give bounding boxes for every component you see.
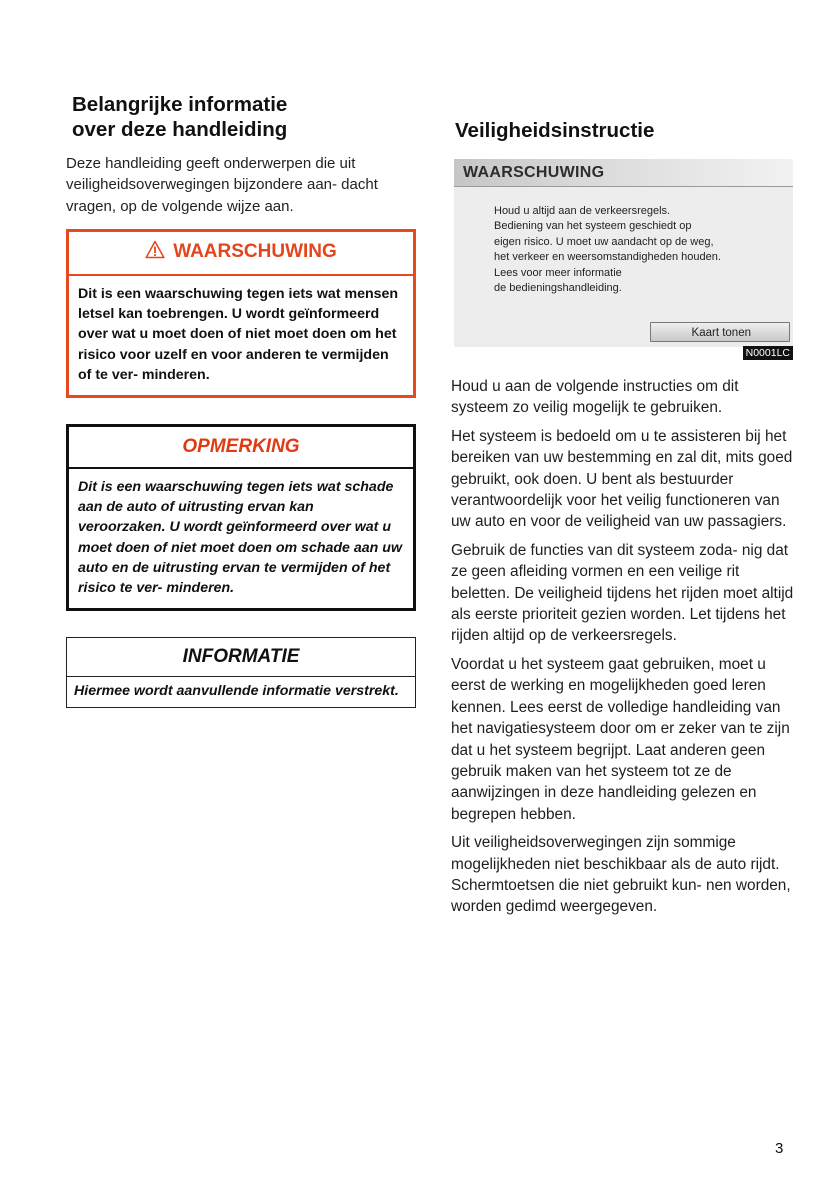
heading-line-1: Belangrijke informatie: [72, 93, 288, 116]
show-map-button: Kaart tonen: [650, 322, 790, 342]
screen-message: [494, 204, 721, 296]
info-box-title: INFORMATIE: [67, 638, 415, 677]
warning-box-title: WAARSCHUWING: [173, 240, 337, 262]
note-box-title: OPMERKING: [69, 427, 413, 469]
image-code-label: N0001LC: [743, 346, 793, 360]
warning-box-text: Dit is een waarschuwing tegen iets wat mensen letsel kan toebrengen. U wordt geïnformeerd over wat u moet doen of niet moet doen om het risico voor uzelf en voor anderen te vermijden of te ver- minderen.: [78, 285, 399, 383]
screen-message-line: eigen risico. U moet uw aandacht op de weg,: [494, 235, 714, 248]
intro-text: Deze handleiding geeft onderwerpen die uit veiligheidsoverwegingen bijzondere aan- dacht vragen, op de volgende wijze aan.: [66, 155, 378, 215]
body-paragraph: Uit veiligheidsoverwegingen zijn sommige mogelijkheden niet beschikbaar als de auto rijdt. Schermtoetsen die niet gebruikt kun- nen worden, worden gedimd weergegeven.: [451, 834, 791, 916]
screen-message-line: Lees voor meer informatie: [494, 266, 622, 279]
warning-triangle-icon: [145, 234, 165, 274]
body-paragraph: Voordat u het systeem gaat gebruiken, moet u eerst de werking en mogelijkheden goed leren kennen. Lees eerst de volledige handleiding van het navigatiesysteem door om er zeker van te zijn dat u het systeem begrijpt. Laat anderen geen gebruik maken van het systeem tot ze de aanwijzingen in deze handleiding gelezen en begrepen hebben.: [451, 655, 790, 823]
screen-warning-title: WAARSCHUWING: [454, 159, 793, 187]
info-box-text: Hiermee wordt aanvullende informatie verstrekt.: [74, 683, 399, 700]
page-number: 3: [775, 1140, 784, 1157]
section-heading: [72, 92, 416, 142]
screen-message-line: de bedieningshandleiding.: [494, 282, 622, 295]
safety-heading: Veiligheidsinstructie: [455, 119, 655, 142]
screen-message-line: het verkeer en weersomstandigheden houden.: [494, 251, 721, 264]
navigation-screen-image: [454, 159, 793, 359]
right-column: [451, 118, 796, 925]
left-column: [66, 92, 416, 734]
body-paragraph: Gebruik de functies van dit systeem zoda- nig dat ze geen afleiding vormen en een veilige rit beletten. De veiligheid tijdens het rijden moet altijd als eerste prioriteit gezien worden. Let tijdens het rijden altijd op de verkeersregels.: [451, 541, 794, 645]
note-box: [66, 424, 416, 611]
heading-line-2: over deze handleiding: [72, 118, 288, 141]
screen-message-line: Bediening van het systeem geschiedt op: [494, 220, 692, 233]
note-box-text: Dit is een waarschuwing tegen iets wat schade aan de auto of uitrusting ervan kan veroorzaken. U wordt geïnformeerd over wat u moet doen of niet moet doen om schade aan uw auto en de uitrusting ervan te vermijden of het risico te ver- minderen.: [78, 478, 402, 596]
body-paragraph: Het systeem is bedoeld om u te assisteren bij het bereiken van uw bestemming en zal dit, mits goed gebruikt, ook doen. U bent als bestuurder verantwoordelijk voor het veilig functioneren van uw auto en voor de veiligheid van uw passagiers.: [451, 427, 793, 531]
warning-box: [66, 229, 416, 398]
warning-box-header: [69, 232, 413, 276]
info-box: [66, 637, 416, 708]
screen-message-line: Houd u altijd aan de verkeersregels.: [494, 205, 671, 217]
body-paragraph: Houd u aan de volgende instructies om dit systeem zo veilig mogelijk te gebruiken.: [451, 378, 739, 417]
